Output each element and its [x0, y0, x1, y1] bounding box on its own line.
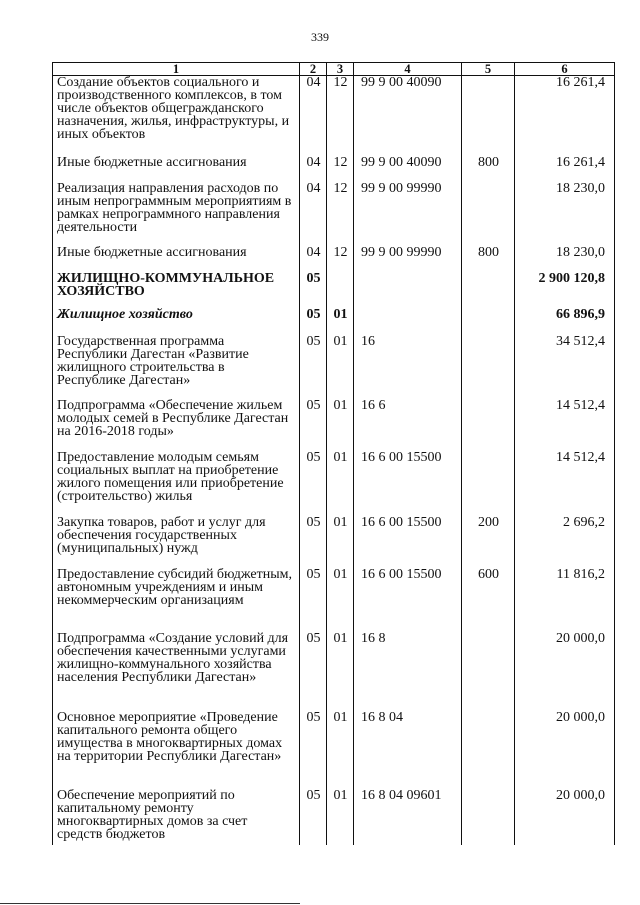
table-row: [53, 789, 615, 845]
row-section-cell: 05: [300, 711, 327, 789]
row-subsection-cell: 01: [327, 308, 354, 335]
row-name-cell: Основное мероприятие «Проведение капитального ремонта общего имущества в многоквартирных домах на территории Республики Дагестан»: [53, 711, 300, 789]
row-section-cell: 05: [300, 568, 327, 632]
row-name-cell: Иные бюджетные ассигнования: [53, 156, 300, 182]
row-expense-type-cell: 800: [462, 156, 515, 182]
row-target-code-cell: 99 9 00 40090: [354, 156, 462, 182]
row-name-cell: Жилищное хозяйство: [53, 308, 300, 335]
row-expense-type-cell: 600: [462, 568, 515, 632]
row-expense-type-cell: [462, 399, 515, 451]
row-amount-cell: 14 512,4: [515, 451, 615, 516]
row-name-cell: Предоставление молодым семьям социальных выплат на приобретение жилого помещения или приобретение (строительство) жилья: [53, 451, 300, 516]
row-amount-cell: 14 512,4: [515, 399, 615, 451]
row-subsection-cell: 01: [327, 789, 354, 845]
header-col-3: 3: [327, 63, 354, 76]
row-target-code-cell: 16 6: [354, 399, 462, 451]
row-target-code-cell: 16 6 00 15500: [354, 451, 462, 516]
header-col-2: 2: [300, 63, 327, 76]
row-expense-type-cell: [462, 789, 515, 845]
row-amount-cell: 2 696,2: [515, 516, 615, 568]
table-row: [53, 711, 615, 789]
table-row: [53, 335, 615, 399]
row-target-code-cell: 16 6 00 15500: [354, 516, 462, 568]
table-row: [53, 272, 615, 308]
row-name-cell: Государственная программа Республики Дагестан «Развитие жилищного строительства в Республике Дагестан»: [53, 335, 300, 399]
table-row: [53, 516, 615, 568]
row-section-cell: 05: [300, 516, 327, 568]
row-section-cell: 04: [300, 156, 327, 182]
row-expense-type-cell: [462, 335, 515, 399]
row-name-cell: Обеспечение мероприятий по капитальному ремонту многоквартирных домов за счет средств бюджетов: [53, 789, 300, 845]
row-subsection-cell: 01: [327, 632, 354, 711]
row-section-cell: 05: [300, 335, 327, 399]
header-col-5: 5: [462, 63, 515, 76]
table-row: [53, 632, 615, 711]
row-expense-type-cell: [462, 632, 515, 711]
row-amount-cell: 20 000,0: [515, 789, 615, 845]
row-subsection-cell: 01: [327, 711, 354, 789]
table-row: [53, 76, 615, 156]
row-amount-cell: 18 230,0: [515, 246, 615, 272]
row-subsection-cell: 01: [327, 451, 354, 516]
row-section-cell: 05: [300, 789, 327, 845]
row-name-cell: Создание объектов социального и производственного комплексов, в том числе объектов общегражданского назначения, жилья, инфраструктуры, и иных объектов: [53, 76, 300, 156]
row-target-code-cell: 16 8 04: [354, 711, 462, 789]
row-expense-type-cell: [462, 182, 515, 246]
row-amount-cell: 16 261,4: [515, 76, 615, 156]
table-header-row: [53, 63, 615, 76]
header-col-4: 4: [354, 63, 462, 76]
row-subsection-cell: [327, 272, 354, 308]
row-section-cell: 04: [300, 246, 327, 272]
table-row: [53, 246, 615, 272]
row-target-code-cell: [354, 272, 462, 308]
row-name-cell: Реализация направления расходов по иным непрограммным мероприятиям в рамках непрограммного направления деятельности: [53, 182, 300, 246]
row-section-cell: 05: [300, 632, 327, 711]
row-expense-type-cell: [462, 272, 515, 308]
table-row: [53, 308, 615, 335]
row-amount-cell: 18 230,0: [515, 182, 615, 246]
row-expense-type-cell: 800: [462, 246, 515, 272]
row-amount-cell: 11 816,2: [515, 568, 615, 632]
row-subsection-cell: 12: [327, 182, 354, 246]
row-amount-cell: 66 896,9: [515, 308, 615, 335]
row-target-code-cell: 99 9 00 99990: [354, 246, 462, 272]
table-body: [53, 76, 615, 845]
row-name-cell: Предоставление субсидий бюджетным, автономным учреждениям и иным некоммерческим организациям: [53, 568, 300, 632]
row-amount-cell: 34 512,4: [515, 335, 615, 399]
row-name-cell: Иные бюджетные ассигнования: [53, 246, 300, 272]
footer-rule: [0, 903, 300, 904]
row-name-cell: Подпрограмма «Создание условий для обеспечения качественными услугами жилищно-коммунального хозяйства населения Республики Дагестан»: [53, 632, 300, 711]
row-subsection-cell: 01: [327, 335, 354, 399]
table-row: [53, 182, 615, 246]
row-target-code-cell: 16 8 04 09601: [354, 789, 462, 845]
header-col-6: 6: [515, 63, 615, 76]
page-number: 339: [311, 30, 329, 44]
row-name-cell: ЖИЛИЩНО-КОММУНАЛЬНОЕ ХОЗЯЙСТВО: [53, 272, 300, 308]
row-expense-type-cell: [462, 308, 515, 335]
row-section-cell: 05: [300, 451, 327, 516]
row-subsection-cell: 12: [327, 156, 354, 182]
row-expense-type-cell: [462, 451, 515, 516]
row-subsection-cell: 12: [327, 246, 354, 272]
row-target-code-cell: 16 6 00 15500: [354, 568, 462, 632]
row-subsection-cell: 01: [327, 568, 354, 632]
row-section-cell: 04: [300, 182, 327, 246]
table-row: [53, 156, 615, 182]
row-section-cell: 05: [300, 272, 327, 308]
table-row: [53, 399, 615, 451]
row-expense-type-cell: 200: [462, 516, 515, 568]
row-section-cell: 04: [300, 76, 327, 156]
row-amount-cell: 16 261,4: [515, 156, 615, 182]
row-expense-type-cell: [462, 711, 515, 789]
row-subsection-cell: 01: [327, 399, 354, 451]
table-row: [53, 568, 615, 632]
row-target-code-cell: [354, 308, 462, 335]
row-target-code-cell: 16 8: [354, 632, 462, 711]
row-section-cell: 05: [300, 399, 327, 451]
row-target-code-cell: 99 9 00 40090: [354, 76, 462, 156]
row-subsection-cell: 01: [327, 516, 354, 568]
table-row: [53, 451, 615, 516]
row-amount-cell: 20 000,0: [515, 632, 615, 711]
row-amount-cell: 2 900 120,8: [515, 272, 615, 308]
row-target-code-cell: 99 9 00 99990: [354, 182, 462, 246]
row-expense-type-cell: [462, 76, 515, 156]
row-name-cell: Закупка товаров, работ и услуг для обеспечения государственных (муниципальных) нужд: [53, 516, 300, 568]
row-section-cell: 05: [300, 308, 327, 335]
row-subsection-cell: 12: [327, 76, 354, 156]
row-target-code-cell: 16: [354, 335, 462, 399]
row-name-cell: Подпрограмма «Обеспечение жильем молодых семей в Республике Дагестан на 2016-2018 годы»: [53, 399, 300, 451]
header-col-1: 1: [53, 63, 300, 76]
budget-table: [52, 62, 615, 845]
row-amount-cell: 20 000,0: [515, 711, 615, 789]
